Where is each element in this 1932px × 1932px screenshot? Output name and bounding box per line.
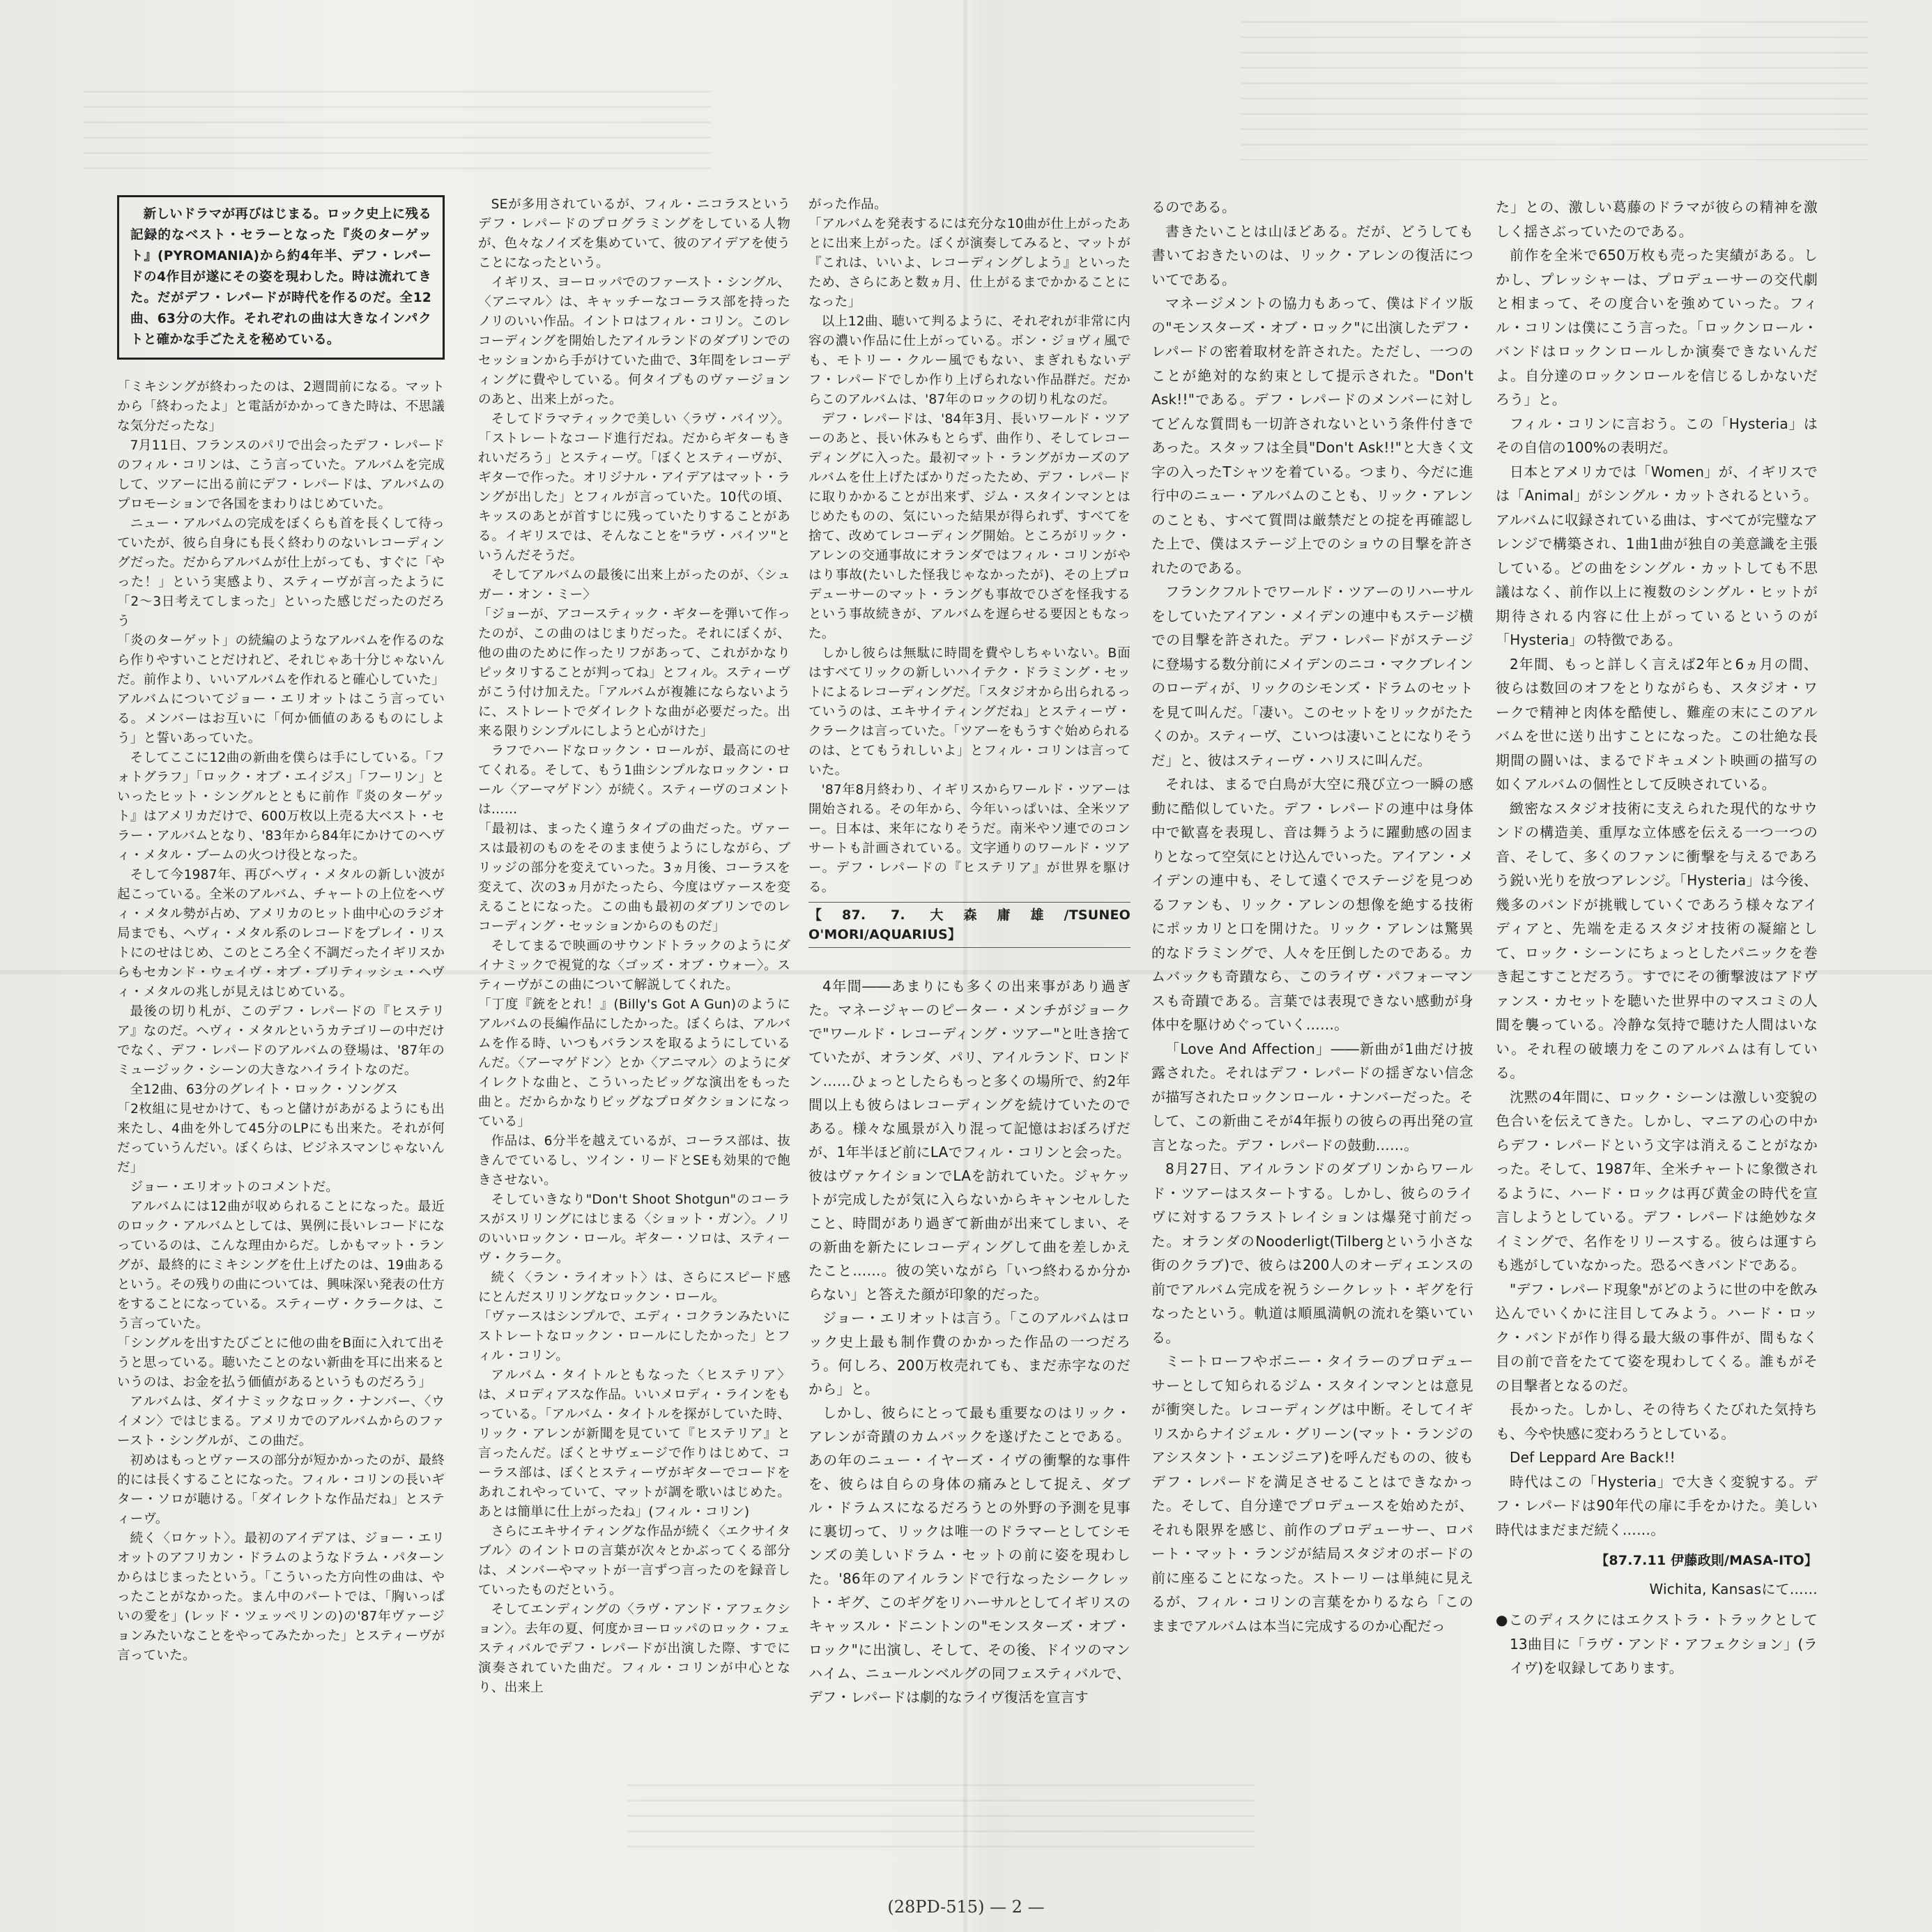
paragraph: アルバムには12曲が収められることになった。最近のロック・アルバムとしては、異例に長いレコードになっているのは、こんな理由からだ。しかもマット・ラングが、最終的にミキシングを仕上げたのは、19曲あるという。その残りの曲については、興味深い発表の仕方をすることになっている。スティーヴ・クラークは、こう言っていた。 <box>117 1199 445 1331</box>
bleed-through-area <box>1241 21 1868 160</box>
paragraph: 長かった。しかし、その待ちくたびれた気持ちも、今や快感に変わろうとしている。 <box>1496 1401 1818 1442</box>
paragraph: ジョー・エリオットのコメントだ。 <box>130 1180 339 1195</box>
author-credit: 【87. 7. 大森庸雄/TSUNEO O'MORI/AQUARIUS】 <box>808 902 1130 948</box>
paragraph: 「ジョーが、アコースティック・ギターを弾いて作ったのが、この曲のはじまりだった。それにぼくが、他の曲のために作ったリフがあって、これがかなりピッタリすることが判ってね」とフィル。スティーヴがこう付け加えた。「アルバムが複雑にならないように、ストレートでダイレクトな曲が必要だった。出来る限りシンプルにしようと心がけた」 <box>478 607 790 739</box>
text-column-1 <box>117 195 445 1763</box>
paragraph: そしてドラマティックで美しい〈ラヴ・バイツ〉。「ストレートなコード進行だね。だからギターもきれいだろう」とスティーヴ。「ぼくとスティーヴが、ギターで作った。オリジナル・アイデアはマット・ラングが出した」とフィルが言っていた。10代の頃、キッスのあとが首すじに残っていたりすることがある。イギリスでは、そんなことを"ラヴ・バイツ"というんだそうだ。 <box>478 412 790 563</box>
paragraph: 続く〈ラン・ライオット〉は、さらにスピード感にとんだスリリングなロックン・ロール。 <box>478 1271 790 1305</box>
paragraph: 7月11日、フランスのパリで出会ったデフ・レパードのフィル・コリンは、こう言っていた。アルバムを完成して、ツアーに出る前にデフ・レパードは、アルバムのプロモーションで各国をまわりはじめていた。 <box>117 438 445 512</box>
paragraph: 以上12曲、聴いて判るように、それぞれが非常に内容の濃い作品に仕上がっている。ボン・ジョヴィ風でも、モトリー・クルー風でもない、まぎれもないデフ・レパードでしか作り上げられない作品群だ。だからこのアルバムは、'87年のロックの切り札なのだ。 <box>808 314 1130 407</box>
paragraph: そしてまるで映画のサウンドトラックのようにダイナミックで視覚的な〈ゴッズ・オブ・ウォー〉。スティーヴがこの曲について解説してくれた。 <box>478 939 790 992</box>
paragraph: しかし、彼らにとって最も重要なのはリック・アレンが奇蹟のカムバックを遂げたことである。あの年のニュー・イヤーズ・イヴの衝撃的な事件を、彼らは自らの身体の痛みとして捉え、ダブル・ドラムスになるだろうとの外野の予測を見事に裏切って、リックは唯一のドラマーとしてシモンズの美しいドラム・セットの前に姿を現わした。'86年のアイルランドで行なったシークレット・ギグ、このギグをリハーサルとしてイギリスのキャッスル・ドニントンの"モンスターズ・オブ・ロック"に出演し、そして、その後、ドイツのマンハイム、ニュールンベルグの同フェスティバルで、デフ・レパードは劇的なライヴ復活を宣言す <box>808 1404 1131 1705</box>
paragraph: イギリス、ヨーロッパでのファースト・シングル、〈アニマル〉は、キャッチーなコーラス部を持ったノリのいい作品。イントロはフィル・コリン。このレコーディングを開始したアイルランドのダブリンでのセッションから手がけていた曲で、3年間をレコーディングに費やしている。何タイプものヴァージョンのあと、出来上がった。 <box>478 275 790 407</box>
paragraph: 続く〈ロケット〉。最初のアイデアは、ジョー・エリオットのアフリカン・ドラムのようなドラム・パターンからはじまったという。「こういった方向性の曲は、やったことがなかった。まん中のパートでは、「胸いっぱいの愛を」(レッド・ツェッペリンの)の'87年ヴァージョンみたいなことをやってみたかった」とスティーヴが言っていた。 <box>117 1531 445 1663</box>
paragraph: そしてアルバムの最後に出来上がったのが、〈シュガー・オン・ミー〉 <box>478 568 790 602</box>
paragraph: ニュー・アルバムの完成をぼくらも首を長くして待っていたが、彼ら自身にも長く終わりのないレコーディングだった。だからアルバムが仕上がっても、すぐに「やった！」という実感より、スティーヴが言ったように「2〜3日考えてしまった」といった感じだったのだろう <box>117 516 445 629</box>
paragraph: デフ・レパードは、'84年3月、長いワールド・ツアーのあと、長い休みもとらず、曲作り、そしてレコーディングに入った。最初マット・ラングがカーズのアルバムを仕上げたばかりだったため、デフ・レパードに取りかかることが出来ず、ジム・スタインマンとはじめたものの、気にいった結果が得られず、すべてを捨て、改めてレコーディング開始。ところがリック・アレンの交通事故にオランダではフィル・コリンがやはり事故(たいした怪我じゃなかったが)、その上プロデューサーのマット・ラングも事故でひざを怪我するという事故続きが、アルバムを遅らせる要因ともなった。 <box>808 412 1130 641</box>
bleed-through-area <box>627 1784 1255 1861</box>
text-column-3-top <box>808 195 1130 942</box>
text-column-5 <box>1496 195 1818 1763</box>
dateline: Wichita, Kansasにて…… <box>1649 1580 1818 1597</box>
paragraph: るのである。 <box>1151 199 1236 215</box>
paragraph: 緻密なスタジオ技術に支えられた現代的なサウンドの構造美、重厚な立体感を伝える一つ一つの音、そして、多くのファンに衝撃を与えるであろう鋭い光りを放つアレンジ。「Hysteria」は今後、幾多のバンドが挑戦していくであろう様々なアイディアと、先端を走るスタジオ技術の凝縮として、ロック・シーンにちょっとしたパニックを巻き起こすことだろう。すでにその衝撃波はアドヴァンス・カセットを聴いた世界中のマスコミの人間を襲っている。冷静な気持で聴けた人間はいない。それ程の破壊力をこのアルバムは有している。 <box>1496 799 1818 1081</box>
paragraph: ラフでハードなロックン・ロールが、最高にのせてくれる。そして、もう1曲シンプルなロックン・ロール〈アーマゲドン〉が続く。スティーヴのコメントは…… <box>478 744 790 817</box>
paragraph: それは、まるで白鳥が大空に飛び立つ一瞬の感動に酷似していた。デフ・レパードの連中は身体中で歓喜を表現し、音は舞うように躍動感の固まりとなって空気にとけ込んでいった。アイアン・メイデンの連中も、そして遠くでステージを見つめるファンも、リック・アレンの想像を絶する技術にポッカリと口を開けた。リック・アレンは驚異的なドラミングで、人々を圧倒したのである。カムバックも奇蹟なら、このライヴ・パフォーマンスも奇蹟である。言葉では表現できない感動が身体中を駆けめぐっていく……。 <box>1151 776 1473 1033</box>
paragraph: しかし彼らは無駄に時間を費やしちゃいない。B面はすべてリックの新しいハイテク・ドラミング・セットによるレコーディングだ。「スタジオから出られるっていうのは、エキサイティングだね」とスティーヴ・クラークは言っていた。「ツアーをもうすぐ始められるのは、とてもうれしいよ」とフィル・コリンは言っていた。 <box>808 646 1130 778</box>
paragraph: 時代はこの「Hysteria」で大きく変貌する。デフ・レパードは90年代の扉に手をかけた。美しい時代はまだまだ続く……。 <box>1496 1473 1818 1538</box>
paragraph: そしてここに12曲の新曲を僕らは手にしている。「フォトグラフ」「ロック・オブ・エイジス」「フーリン」といったヒット・シングルとともに前作『炎のターゲット』はアメリカだけで、600万枚以上売る大ベスト・セラー・アルバムとなり、'83年から84年にかけてのヘヴィ・メタル・ブームの火つけ役となった。 <box>117 751 445 863</box>
paragraph: アルバムは、ダイナミックなロック・ナンバー、〈ウイメン〉ではじまる。アメリカでのアルバムからのファースト・シングルが、この曲だ。 <box>117 1395 445 1448</box>
paragraph: 「ヴァースはシンプルで、エディ・コクランみたいにストレートなロックン・ロールにしたかった」とフィル・コリン。 <box>478 1310 790 1363</box>
paragraph: 「丁度『銃をとれ！』(Billy's Got A Gun)のようにアルバムの長編作品にしたかった。ぼくらは、アルバムを作る時、いつもバランスを取るようにしているんだ。〈アーマゲドン〉とか〈アニマル〉のようにダイレクトな曲と、こういったビッグな演出をもった曲と。だからかなりビッグなプロダクションになっている」 <box>478 997 790 1129</box>
paragraph: 全12曲、63分のグレイト・ロック・ソングス <box>130 1082 399 1097</box>
paragraph: 「炎のターゲット」の続編のようなアルバムを作るのなら作りやすいことだけれど、それじゃあ十分じゃないんだ。前作より、いいアルバムを作れると確心していた」アルバムについてジョー・エリオットはこう言っている。メンバーはお互いに「何か価値のあるものにしよう」と誓いあっていた。 <box>117 634 445 746</box>
paragraph: アルバム・タイトルともなった〈ヒステリア〉は、メロディアスな作品。いいメロディ・ラインをもっている。「アルバム・タイトルを探がしていた時、リック・アレンが新聞を見ていて『ヒステリア』と言ったんだ。ぼくとサヴェージで作りはじめて、コーラス部は、ぼくとスティーヴがギターでコードをあれこれやっていて、マットが調を歌いはじめた。あとは簡単に仕上がったね」(フィル・コリン) <box>478 1368 790 1519</box>
paragraph: 沈黙の4年間に、ロック・シーンは激しい変貌の色合いを伝えてきた。しかし、マニアの心の中からデフ・レパードという文字は消えることがなかった。そして、1987年、全米チャートに象徴されるように、ハード・ロックは再び黄金の時代を宣言しようとしている。デフ・レパードは絶妙なタイミングで、名作をリリースする。彼らは運すらも逃がしていなかった。恐るべきバンドである。 <box>1496 1088 1818 1273</box>
paragraph: 最後の切り札が、このデフ・レパードの『ヒステリア』なのだ。ヘヴィ・メタルというカテゴリーの中だけでなく、デフ・レパードのアルバムの登場は、'87年のミュージック・シーンの大きなハイライトなのだ。 <box>117 1004 445 1078</box>
paragraph: 書きたいことは山ほどある。だが、どうしても書いておきたいのは、リック・アレンの復活についてである。 <box>1151 222 1473 288</box>
paragraph: 8月27日、アイルランドのダブリンからワールド・ツアーはスタートする。しかし、彼らのライヴに対するフラストレイションは爆発寸前だった。オランダのNooderligt(Tilbergという小さな街のクラブ)で、彼らは200人のオーディエンスの前でアルバム完成を祝うシークレット・ギグを行なったという。軌道は順風満帆の流れを築いている。 <box>1151 1160 1473 1346</box>
paragraph: 「2枚組に見せかけて、もっと儲けがあがるようにも出来たし、4曲を外して45分のLPにも出来た。それが何だっていうんだい。ぼくらは、ビジネスマンじゃないんだ」 <box>117 1102 445 1175</box>
paragraph: "デフ・レパード現象"がどのように世の中を飲み込んでいくかに注目してみよう。ハード・ロック・バンドが作り得る最大級の事件が、間もなく目の前で音をたてて姿を現わしてくる。誰もがその目撃者となるのだ。 <box>1496 1280 1818 1394</box>
paragraph: 4年間――あまりにも多くの出来事があり過ぎた。マネージャーのピーター・メンチがジョークで"ワールド・レコーディング・ツアー"と吐き捨てていたが、オランダ、パリ、アイルランド、ロンドン……ひょっとしたらもっと多くの場所で、約2年間以上も彼らはレコーディングを続けていたのである。様々な風景が入り混って記憶はおぼろげだが、1年半ほど前にLAでフィル・コリンと会った。彼はヴァケイションでLAを訪れていた。ジャケットが完成したが気に入らないからキャンセルしたこと、時間があり過ぎて新曲が出来てしまい、その新曲を新たにレコーディングして曲を差しかえたこと……。彼の笑いながら「いつ終わるか分からない」と答えた顔が印象的だった。 <box>808 978 1130 1303</box>
paragraph: そしていきなり"Don't Shoot Shotgun"のコーラスがスリリングにはじまる〈ショット・ガン〉。ノリのいいロックン・ロール。ギター・ソロは、スティーヴ・クラーク。 <box>478 1193 790 1266</box>
paragraph: 日本とアメリカでは「Women」が、イギリスでは「Animal」がシングル・カットされるという。アルバムに収録されている曲は、すべてが完璧なアレンジで構築され、1曲1曲が独自の美意識を主張している。どの曲をシングル・カットしても不思議はなく、前作以上に複数のシングル・ヒットが期待される内容に仕上がっているというのが「Hysteria」の特徴である。 <box>1496 463 1818 648</box>
bleed-through-area <box>84 91 711 174</box>
page-footer: (28PD-515) — 2 — <box>887 1897 1045 1917</box>
paragraph: 前作を全米で650万枚も売った実績がある。しかし、プレッシャーは、プロデューサーの交代劇と相まって、その度合いを強めていった。フィル・コリンは僕にこう言った。「ロックンロール・バンドはロックンロールしか演奏できないんだよ。自分達のロックンロールを信じるしかないだろう」と。 <box>1496 247 1818 408</box>
paragraph: 2年間、もっと詳しく言えば2年と6ヵ月の間、彼らは数回のオフをとりながらも、スタジオ・ワークで精神と肉体を酷使し、難産の末にこのアルバムを世に送り出すことになった。この壮絶な長期間の闘いは、まるでドキュメント映画の描写の如くアルバムの個性として反映されている。 <box>1496 655 1818 792</box>
paragraph: ジョー・エリオットは言う。「このアルバムはロック史上最も制作費のかかった作品の一つだろう。何しろ、200万枚売れても、まだ赤字なのだから」と。 <box>808 1310 1130 1397</box>
paragraph: SEが多用されているが、フィル・ニコラスというデフ・レパードのプログラミングをしている人物が、色々なノイズを集めていて、彼のアイデアを使うことになったという。 <box>478 197 790 270</box>
paragraph: そしてエンディングの〈ラヴ・アンド・アフェクション〉。去年の夏、何度かヨーロッパのロック・フェスティバルでデフ・レパードが出演した際、すでに演奏されていた曲だ。フィル・コリンが中心となり、出来上 <box>478 1602 790 1695</box>
paragraph: ミートローフやボニー・タイラーのプロデューサーとして知られるジム・スタインマンとは意見が衝突した。レコーディングは中断。そしてイギリスからナイジェル・グリーン(マット・ランジのアシスタント・エンジニア)を呼んだものの、彼もデフ・レパードを満足させることはできなかった。そして、自分達でプロデュースを始めたが、それも限界を感じ、前作のプロデューサー、ロバート・マット・ランジが結局スタジオのボードの前に座ることになった。ストーリーは単純に見えるが、フィル・コリンの言葉をかりるなら「このままでアルバムは本当に完成するのか心配だっ <box>1151 1353 1473 1634</box>
paragraph: た」との、激しい葛藤のドラマが彼らの精神を激しく揺さぶっていたのである。 <box>1496 199 1818 240</box>
author-credit: 【87.7.11 伊藤政則/MASA-ITO】 <box>1595 1553 1818 1568</box>
text-column-4 <box>1151 195 1473 1763</box>
paragraph: Def Leppard Are Back!! <box>1510 1449 1676 1466</box>
lead-text: 新しいドラマが再びはじまる。ロック史上に残る記録的なベスト・セラーとなった『炎のターゲット』(PYROMANIA)から約4年半、デフ・レパードの4作目が遂にその姿を現わした。時は流れてきた。だがデフ・レパードが時代を作るのだ。全12曲、63分の大作。それぞれの曲は大きなインパクトと確かな手ごたえを秘めている。 <box>130 207 431 347</box>
text-column-3-bottom <box>808 974 1130 1762</box>
paragraph: 作品は、6分半を越えているが、コーラス部は、抜きんでているし、ツイン・リードとSEも効果的で飽きさせない。 <box>478 1134 790 1188</box>
paragraph: 「Love And Affection」――新曲が1曲だけ披露された。それはデフ・レパードの揺ぎない信念が描写されたロックンロール・ナンバーだった。そして、この新曲こそが4年振りの彼らの再出発の宣言となった。デフ・レパードの鼓動……。 <box>1151 1040 1473 1153</box>
paragraph: 「アルバムを発表するには充分な10曲が仕上がったあとに出来上がった。ぼくが演奏してみると、マットが『これは、いいよ、レコーディングしよう』といったため、さらにあと数ヵ月、仕上がるまでかかることになった」 <box>808 217 1130 309</box>
paragraph: 「シングルを出すたびごとに他の曲をB面に入れて出そうと思っている。聴いたことのない新曲を耳に出来るというのは、お金を払う価値があるというものだろう」 <box>117 1336 445 1390</box>
disc-note: ●このディスクにはエクストラ・トラックとして13曲目に「ラヴ・アンド・アフェクション」(ライヴ)を収録してあります。 <box>1496 1611 1818 1676</box>
paragraph: フィル・コリンに言おう。この「Hysteria」はその自信の100%の表明だ。 <box>1496 415 1818 456</box>
paragraph: さらにエキサイティングな作品が続く〈エクサイタブル〉のイントロの言葉が次々とかぶってくる部分は、メンバーやマットが一言ずつ言ったのを録音していったものだという。 <box>478 1524 790 1597</box>
paragraph: がった作品。 <box>808 197 887 212</box>
paragraph: 初めはもっとヴァースの部分が短かかったのが、最終的には長くすることになった。フィル・コリンの長いギター・ソロが聴ける。「ダイレクトな作品だね」とスティーヴ。 <box>117 1453 445 1526</box>
paragraph: 「ミキシングが終わったのは、2週間前になる。マットから「終わったよ」と電話がかかってきた時は、不思議な気分だったな」 <box>117 380 445 434</box>
paragraph: フランクフルトでワールド・ツアーのリハーサルをしていたアイアン・メイデンの連中もステージ横での目撃を許された。デフ・レパードがステージに登場する数分前にメイデンのニコ・マクブレインのローディが、リックのシモンズ・ドラムのセットを見て叫んだ。「凄い。このセットをリックがたたくのか。スティーヴ、こいつは凄いことになりそうだ」と、彼はスティーヴ・ハリスに叫んだ。 <box>1151 583 1473 769</box>
paragraph: '87年8月終わり、イギリスからワールド・ツアーは開始される。その年から、今年いっぱいは、全米ツアー。日本は、来年になりそうだ。南米やソ連でのコンサートも計画されている。文字通りのワールド・ツアー。デフ・レパードの『ヒステリア』が世界を駆ける。 <box>808 783 1130 895</box>
paragraph: そして今1987年、再びヘヴィ・メタルの新しい波が起こっている。全米のアルバム、チャートの上位をヘヴィ・メタル勢が占め、アメリカのヒット曲中心のラジオ局までも、ヘヴィ・メタル系のレコードをプレイ・リストにのせはじめ、このところ全く不調だったイギリスからもセカンド・ウェイヴ・オブ・ブリティッシュ・ヘヴィ・メタルの兆しが見えはじめている。 <box>117 868 445 999</box>
paragraph: 「最初は、まったく違うタイプの曲だった。ヴァースは最初のものをそのまま使うようにしながら、ブリッジの部分を変えていった。3ヵ月後、コーラスを変えて、次の3ヵ月がたったら、今度はヴァースを変えることになった。この曲も最初のダブリンでのレコーディング・セッションからのものだ」 <box>478 822 790 934</box>
text-column-2 <box>478 195 790 1763</box>
lead-box <box>117 195 445 360</box>
paragraph: マネージメントの協力もあって、僕はドイツ版の"モンスターズ・オブ・ロック"に出演したデフ・レパードの密着取材を許された。ただし、一つのことが絶対的な約束として提示された。"Don't Ask!!"である。デフ・レパードのメンバーに対してどんな質問も一切許されないという条件付きであった。スタッフは全員"Don't Ask!!"と大きく文字の入ったTシャツを着ている。つまり、今だに進行中のニュー・アルバムのことも、リック・アレンのことも、すべて質問は厳禁だとの掟を再確認した上で、僕はステージ上でのショウの目撃を許されたのである。 <box>1151 295 1473 576</box>
